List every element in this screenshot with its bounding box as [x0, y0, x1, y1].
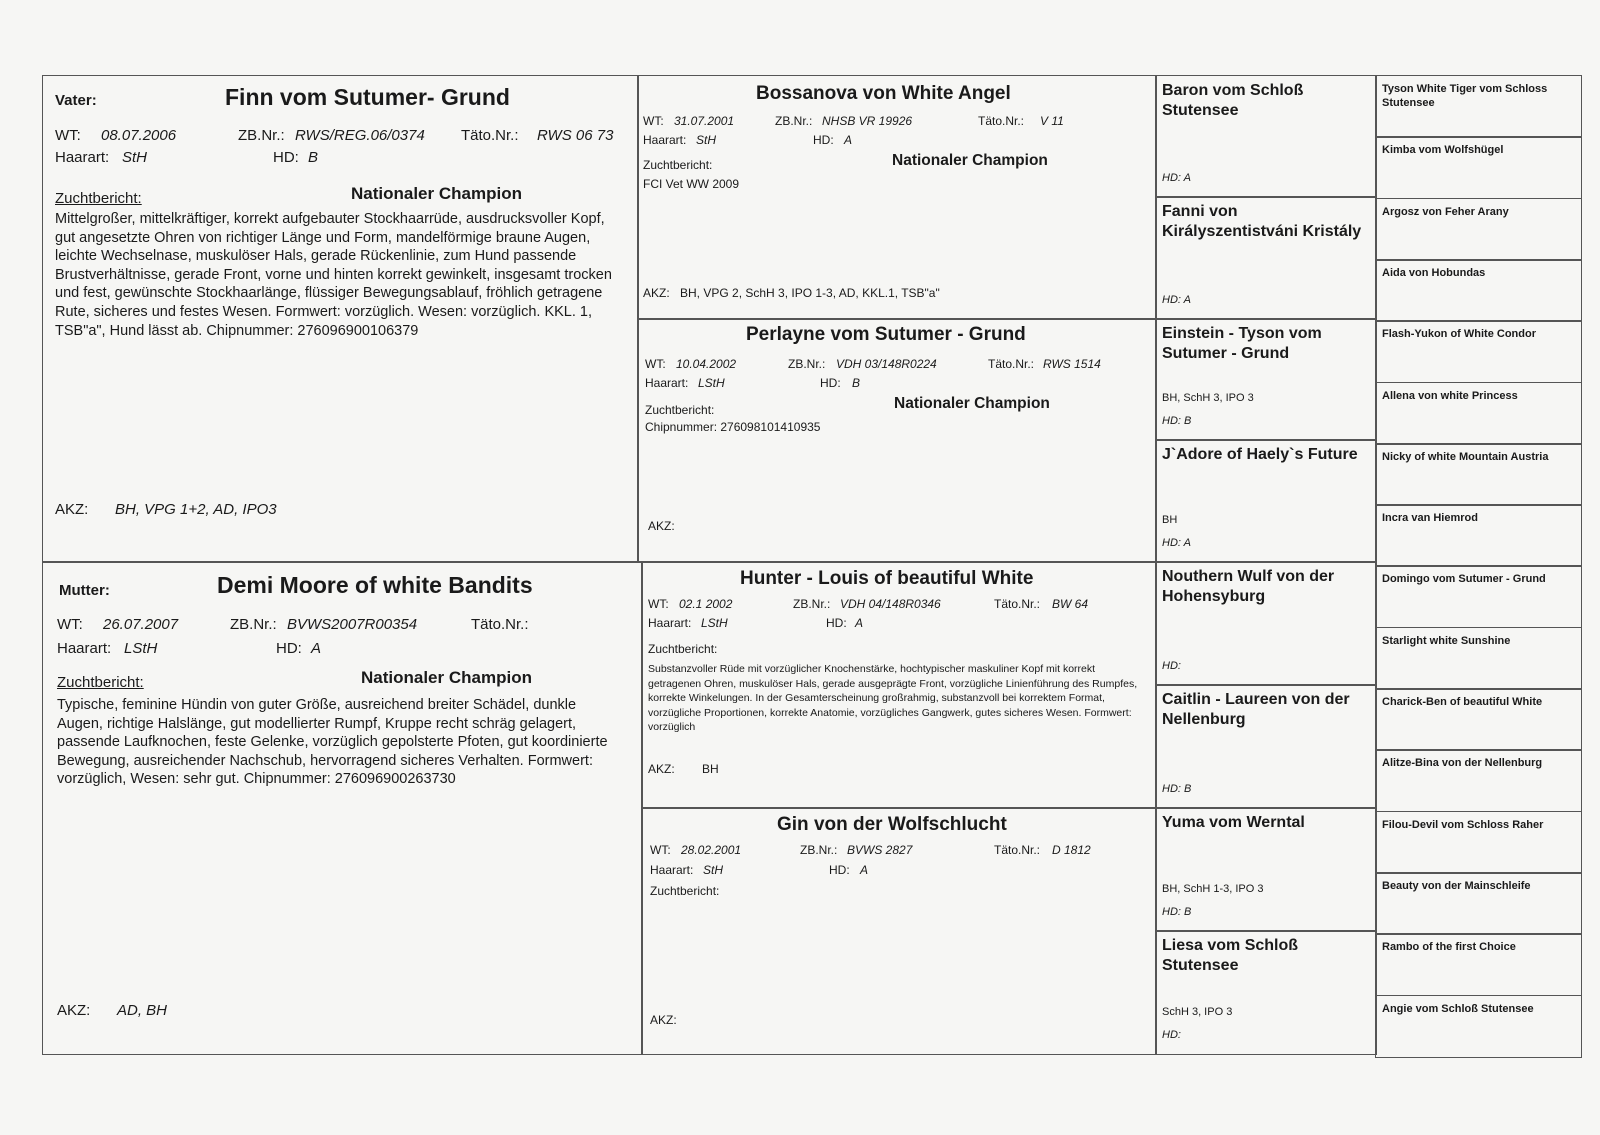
gggp-name: Filou-Devil vom Schloss Raher	[1382, 819, 1544, 831]
mother-card	[42, 561, 643, 1055]
gggp-card	[1375, 811, 1582, 874]
gp2-haarart: LStH	[698, 376, 725, 390]
gp1-name: Bossanova von White Angel	[756, 83, 1011, 104]
mother-title: Nationaler Champion	[361, 668, 532, 687]
gggp-card	[1375, 688, 1582, 751]
father-zb: RWS/REG.06/0374	[295, 127, 425, 144]
mother-zuchtbericht-label: Zuchtbericht:	[57, 674, 144, 691]
gp4-card	[641, 807, 1157, 1055]
mother-wt: 26.07.2007	[103, 616, 179, 633]
ggp-hd: HD:	[1162, 660, 1181, 672]
ggp-hd: HD:	[1162, 1029, 1181, 1041]
ggp-card	[1155, 930, 1377, 1055]
mother-hd: A	[311, 640, 322, 657]
ggp-titles: BH	[1162, 514, 1178, 526]
gp1-hd: A	[844, 133, 853, 147]
ggp-hd: HD: B	[1162, 783, 1192, 795]
gp4-name: Gin von der Wolfschlucht	[777, 814, 1007, 835]
gggp-name: Starlight white Sunshine	[1382, 635, 1511, 647]
gp1-zb-label: ZB.Nr.:	[775, 114, 813, 128]
gp2-card	[637, 318, 1157, 563]
gp2-hd-label: HD:	[820, 376, 841, 390]
ggp-hd: HD: A	[1162, 172, 1191, 184]
gp2-zb: VDH 03/148R0224	[836, 357, 937, 371]
gp2-title: Nationaler Champion	[894, 395, 1050, 412]
gp4-tato: D 1812	[1052, 843, 1091, 857]
gggp-name: Alitze-Bina von der Nellenburg	[1382, 757, 1543, 769]
gp2-zb-label: ZB.Nr.:	[788, 357, 826, 371]
gggp-name: Nicky of white Mountain Austria	[1382, 451, 1549, 463]
gp4-wt: 28.02.2001	[681, 843, 742, 857]
father-haarart-label: Haarart:	[55, 149, 110, 166]
ggp-hd: HD: B	[1162, 906, 1192, 918]
gp3-hd: A	[855, 616, 864, 630]
father-hd-label: HD:	[273, 149, 299, 166]
mother-akz: AD, BH	[117, 1002, 168, 1019]
gggp-card	[1375, 136, 1582, 199]
gggp-name: Tyson White Tiger vom Schloss Stutensee	[1382, 83, 1548, 109]
gggp-name: Aida von Hobundas	[1382, 267, 1486, 279]
gp4-zb: BVWS 2827	[847, 843, 913, 857]
gp1-title: Nationaler Champion	[892, 152, 1048, 169]
gp4-zuchtbericht-label: Zuchtbericht:	[650, 884, 720, 898]
gp3-haarart-label: Haarart:	[648, 616, 692, 630]
gggp-name: Beauty von der Mainschleife	[1382, 880, 1531, 892]
ggp-titles: SchH 3, IPO 3	[1162, 1006, 1233, 1018]
mother-name: Demi Moore of white Bandits	[217, 572, 533, 598]
gggp-card	[1375, 627, 1582, 690]
father-tato: RWS 06 73	[537, 127, 614, 144]
gp1-haarart-label: Haarart:	[643, 133, 687, 147]
gp3-akz-label: AKZ:	[648, 762, 675, 776]
gp1-akz: BH, VPG 2, SchH 3, IPO 1-3, AD, KKL.1, TSB"a"	[680, 286, 940, 300]
gggp-card	[1375, 320, 1582, 383]
gggp-card	[1375, 259, 1582, 322]
gp2-wt-label: WT:	[645, 357, 666, 371]
ggp-card	[1155, 684, 1377, 809]
gp1-wt-label: WT:	[643, 114, 664, 128]
gp3-hd-label: HD:	[826, 616, 847, 630]
gp1-tato-label: Täto.Nr.:	[978, 114, 1025, 128]
gggp-name: Allena von white Princess	[1382, 390, 1518, 402]
ggp-name: J`Adore of Haely`s Future	[1162, 446, 1358, 463]
mother-label: Mutter:	[59, 582, 110, 599]
gggp-card	[1375, 504, 1582, 567]
mother-akz-label: AKZ:	[57, 1002, 91, 1019]
ggp-name: Baron vom Schloß Stutensee	[1162, 82, 1304, 119]
ggp-card	[1155, 318, 1377, 441]
gp3-wt-label: WT:	[648, 597, 669, 611]
gp1-extra: FCI Vet WW 2009	[643, 177, 740, 191]
ggp-titles: BH, SchH 1-3, IPO 3	[1162, 883, 1264, 895]
ggp-name: Fanni von Királyszentistváni Kristály	[1162, 203, 1362, 240]
mother-zb: BVWS2007R00354	[287, 616, 418, 633]
father-name: Finn vom Sutumer- Grund	[225, 84, 510, 110]
gp4-wt-label: WT:	[650, 843, 671, 857]
gp3-zuchtbericht-label: Zuchtbericht:	[648, 642, 718, 656]
gp1-zuchtbericht-label: Zuchtbericht:	[643, 158, 713, 172]
gp4-hd-label: HD:	[829, 863, 850, 877]
gggp-card	[1375, 872, 1582, 935]
ggp-name: Nouthern Wulf von der Hohensyburg	[1162, 568, 1335, 605]
father-title: Nationaler Champion	[351, 184, 522, 203]
gp1-tato: V 11	[1040, 114, 1064, 128]
father-tato-label: Täto.Nr.:	[461, 127, 519, 144]
gggp-name: Argosz von Feher Arany	[1382, 206, 1509, 218]
gp3-haarart: LStH	[701, 616, 728, 630]
father-akz-label: AKZ:	[55, 501, 89, 518]
gp2-tato: RWS 1514	[1043, 357, 1101, 371]
gp1-akz-label: AKZ:	[643, 286, 670, 300]
ggp-card	[1155, 75, 1377, 198]
gggp-card	[1375, 565, 1582, 628]
ggp-name: Yuma vom Werntal	[1162, 814, 1305, 831]
ggp-card	[1155, 196, 1377, 320]
gggp-name: Flash-Yukon of White Condor	[1382, 328, 1536, 340]
gp3-card	[641, 561, 1157, 809]
gp3-tato: BW 64	[1052, 597, 1089, 611]
gggp-name: Kimba vom Wolfshügel	[1382, 144, 1504, 156]
mother-haarart: LStH	[124, 640, 158, 657]
father-haarart: StH	[122, 149, 148, 166]
ggp-name: Caitlin - Laureen von der Nellenburg	[1162, 691, 1350, 728]
gp2-akz-label: AKZ:	[648, 519, 675, 533]
father-akz: BH, VPG 1+2, AD, IPO3	[115, 501, 277, 518]
gp3-zb-label: ZB.Nr.:	[793, 597, 831, 611]
mother-haarart-label: Haarart:	[57, 640, 112, 657]
mother-report: Typische, feminine Hündin von guter Größe, ausreichend breiter Schädel, dunkle Augen, richtige Halslänge, gut modellierter Rumpf, Kruppe recht schräg gelagert, passende Laufknochen, feste Gelenke, vorzüglich gepolsterte Pfoten, gut koordinierte Bewegung, ausreichender Nachschub, hervorragend sicheres Verhalten. Formwert: vorzüglich, Wesen: sehr gut. Chipnummer: 276096900263730	[57, 697, 608, 788]
mother-hd-label: HD:	[276, 640, 302, 657]
gp2-name: Perlayne vom Sutumer - Grund	[746, 324, 1026, 345]
gp1-zb: NHSB VR 19926	[822, 114, 913, 128]
mother-tato-label: Täto.Nr.:	[471, 616, 529, 633]
gggp-card	[1375, 198, 1582, 261]
gggp-name: Rambo of the first Choice	[1382, 941, 1516, 953]
gggp-name: Charick-Ben of beautiful White	[1382, 696, 1543, 708]
ggp-card	[1155, 439, 1377, 563]
gp3-name: Hunter - Louis of beautiful White	[740, 568, 1034, 589]
gp4-tato-label: Täto.Nr.:	[994, 843, 1041, 857]
gp3-tato-label: Täto.Nr.:	[994, 597, 1041, 611]
gp3-wt: 02.1 2002	[679, 597, 733, 611]
gp1-hd-label: HD:	[813, 133, 834, 147]
gp4-zb-label: ZB.Nr.:	[800, 843, 838, 857]
ggp-titles: BH, SchH 3, IPO 3	[1162, 392, 1254, 404]
father-zuchtbericht-label: Zuchtbericht:	[55, 190, 142, 207]
ggp-card	[1155, 561, 1377, 686]
gggp-name: Incra van Hiemrod	[1382, 512, 1478, 524]
ggp-name: Einstein - Tyson vom Sutumer - Grund	[1162, 325, 1322, 362]
gp4-hd: A	[860, 863, 869, 877]
gggp-card	[1375, 933, 1582, 996]
gp2-tato-label: Täto.Nr.:	[988, 357, 1035, 371]
ggp-hd: HD: A	[1162, 294, 1191, 306]
gp1-card	[637, 75, 1157, 320]
father-wt: 08.07.2006	[101, 127, 177, 144]
gp2-wt: 10.04.2002	[676, 357, 737, 371]
ggp-name: Liesa vom Schloß Stutensee	[1162, 937, 1299, 974]
gp2-zuchtbericht-label: Zuchtbericht:	[645, 403, 715, 417]
gp3-report: Substanzvoller Rüde mit vorzüglicher Knochenstärke, hochtypischer maskuliner Kopf mit korrekt getragenen Ohren, muskulöser Hals, gerade ausgeprägte Front, vorzügliche Linienführung des Rumpfes, korrekte Winkelungen. In der Gesamterscheinung großrahmig, substanzvoll bei korrektem Format, vorzügliche Proportionen, korrekte Anatomie, vorzügliches Gangwerk, gutes sicheres Wesen. Formwert: vorzüglich	[648, 663, 1138, 733]
gp4-haarart-label: Haarart:	[650, 863, 694, 877]
ggp-card	[1155, 807, 1377, 932]
father-report: Mittelgroßer, mittelkräftiger, korrekt aufgebauter Stockhaarrüde, ausdrucksvoller Kopf, gut angesetzte Ohren von richtiger Länge und Form, mandelförmige braune Augen, leichte Wechselnase, muskulöser Hals, gerade Rückenlinie, zum Hund passende Brustverhältnisse, gerade Front, vorne und hinten korrekt gewinkelt, insgesamt trocken und fest, gewünschte Stockhaarlänge, flüssiger Bewegungsablauf, fröhlich getragene Rute, sicheres und festes Wesen. Formwert: vorzüglich. Wesen: vorzüglich. KKL. 1, TSB"a", Hund lässt ab. Chipnummer: 276096900106379	[55, 211, 612, 339]
father-label: Vater:	[55, 92, 97, 109]
gp3-akz: BH	[702, 762, 719, 776]
gp1-wt: 31.07.2001	[674, 114, 735, 128]
gp4-haarart: StH	[703, 863, 724, 877]
gggp-card	[1375, 749, 1582, 812]
father-card	[42, 75, 639, 563]
gp2-haarart-label: Haarart:	[645, 376, 689, 390]
ggp-hd: HD: A	[1162, 537, 1191, 549]
gp4-akz-label: AKZ:	[650, 1013, 677, 1027]
father-hd: B	[308, 149, 319, 166]
gggp-card	[1375, 382, 1582, 445]
gggp-card	[1375, 75, 1582, 138]
ggp-hd: HD: B	[1162, 415, 1192, 427]
gggp-card	[1375, 443, 1582, 506]
gp2-hd: B	[852, 376, 861, 390]
father-zb-label: ZB.Nr.:	[238, 127, 285, 144]
mother-wt-label: WT:	[57, 616, 83, 633]
gggp-name: Angie vom Schloß Stutensee	[1382, 1003, 1534, 1015]
gggp-card	[1375, 995, 1582, 1058]
mother-zb-label: ZB.Nr.:	[230, 616, 277, 633]
gp2-extra: Chipnummer: 276098101410935	[645, 420, 821, 434]
father-wt-label: WT:	[55, 127, 81, 144]
gp1-haarart: StH	[696, 133, 717, 147]
gggp-name: Domingo vom Sutumer - Grund	[1382, 573, 1546, 585]
gp3-zb: VDH 04/148R0346	[840, 597, 941, 611]
